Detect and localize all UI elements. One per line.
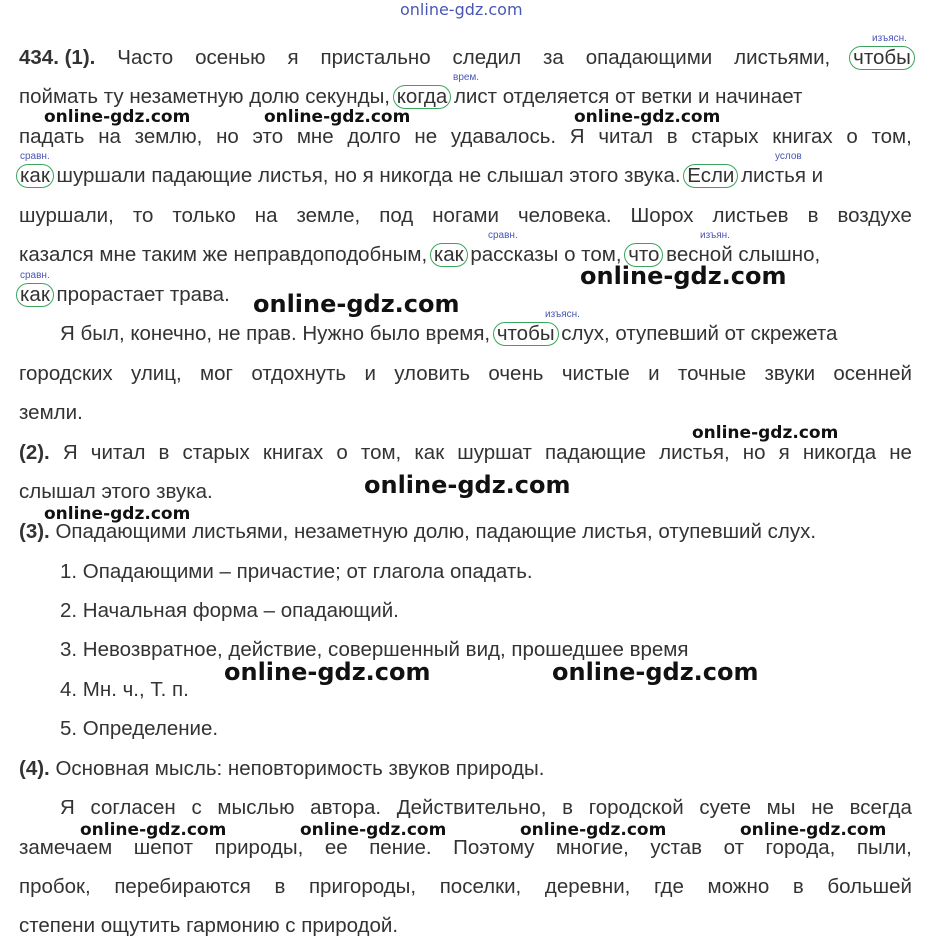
- word: листья,: [659, 441, 730, 464]
- word: о: [336, 441, 348, 464]
- word: очень: [488, 362, 544, 385]
- word: книгах: [262, 441, 324, 464]
- word: мыслью: [217, 796, 295, 819]
- p3-item-4: 4. Мн. ч., Т. п.: [60, 678, 189, 701]
- word: осенью: [195, 46, 266, 69]
- annotation: изъясн.: [545, 309, 580, 320]
- word: шепот: [133, 836, 194, 859]
- word: шуршат: [457, 441, 532, 464]
- word: деревни,: [544, 875, 631, 898]
- watermark: online-gdz.com: [552, 658, 759, 686]
- word: пригороды,: [308, 875, 417, 898]
- word: я: [778, 441, 790, 464]
- part-1-label: (1).: [64, 46, 96, 69]
- annotation: сравн.: [488, 230, 518, 241]
- word: земле,: [296, 204, 361, 227]
- watermark: online-gdz.com: [520, 820, 667, 840]
- word: перебираются: [114, 875, 251, 898]
- p3-item-3: 3. Невозвратное, действие, совершенный вид, прошедшее время: [60, 638, 689, 661]
- word: Я: [569, 125, 585, 148]
- p3-item-5: 5. Определение.: [60, 717, 219, 740]
- watermark: online-gdz.com: [300, 820, 447, 840]
- p4-line-1: (4). Основная мысль: неповторимость звуков природы.: [19, 757, 545, 780]
- word: согласен: [90, 796, 176, 819]
- p1-line-8: Я был, конечно, не прав. Нужно было время, чтобы слух, отупевший от скрежета: [60, 322, 838, 345]
- watermark: online-gdz.com: [224, 658, 431, 686]
- word: но: [742, 441, 766, 464]
- word: Я: [60, 796, 75, 819]
- word: отдохнуть: [251, 362, 347, 385]
- word: устав: [650, 836, 703, 859]
- word: за: [543, 46, 564, 69]
- p4-line-2: [60, 796, 912, 820]
- word: природы,: [214, 836, 304, 859]
- word: удавалось.: [450, 125, 557, 148]
- circled-conjunction: что: [624, 243, 663, 267]
- p1-line-3: [19, 125, 912, 149]
- watermark: online-gdz.com: [44, 504, 191, 524]
- exercise-number: 434.: [19, 46, 59, 69]
- word: где: [654, 875, 684, 898]
- word: в: [158, 441, 170, 464]
- word: том,: [871, 125, 912, 148]
- p4-line-5: степени ощутить гармонию с природой.: [19, 914, 399, 937]
- annotation: изъян.: [700, 230, 730, 241]
- word: в: [792, 875, 804, 898]
- watermark: online-gdz.com: [80, 820, 227, 840]
- word: городских: [19, 362, 113, 385]
- p1-line-7: как прорастает трава.: [19, 283, 230, 307]
- word: опадающими: [585, 46, 713, 69]
- word: от: [723, 836, 744, 859]
- circled-conjunction: чтобы: [849, 46, 915, 70]
- word: пыли,: [856, 836, 912, 859]
- p1-line-5: [19, 204, 912, 228]
- word: но: [216, 125, 239, 148]
- word: я: [287, 46, 299, 69]
- word: листьями,: [734, 46, 831, 69]
- word: чистые: [561, 362, 630, 385]
- word: мог: [200, 362, 234, 385]
- top-watermark: online-gdz.com: [400, 0, 523, 19]
- word: [19, 441, 50, 465]
- word: мы: [766, 796, 796, 819]
- word: о: [846, 125, 858, 148]
- annotation: сравн.: [20, 151, 50, 162]
- word: с: [191, 796, 202, 819]
- word: следил: [452, 46, 522, 69]
- word: пристально: [320, 46, 431, 69]
- word: звуки: [764, 362, 816, 385]
- word: точные: [677, 362, 747, 385]
- word: можно: [707, 875, 770, 898]
- word: читал: [90, 441, 146, 464]
- watermark: online-gdz.com: [253, 290, 460, 318]
- p1-line-4: как шуршали падающие листья, но я никогда не слышал этого звука. Если листья и: [19, 164, 823, 188]
- word: уловить: [394, 362, 471, 385]
- word: Я: [62, 441, 78, 464]
- watermark: online-gdz.com: [740, 820, 887, 840]
- word: в: [274, 875, 286, 898]
- word: падающие: [545, 441, 647, 464]
- word: на: [254, 204, 278, 227]
- word: автора.: [310, 796, 382, 819]
- annotation: изъясн.: [872, 33, 907, 44]
- watermark: online-gdz.com: [44, 107, 191, 127]
- word: Шорох: [630, 204, 694, 227]
- word: мне: [296, 125, 334, 148]
- p3-item-2: 2. Начальная форма – опадающий.: [60, 599, 399, 622]
- watermark: online-gdz.com: [692, 423, 839, 443]
- watermark: online-gdz.com: [364, 471, 571, 499]
- word: старых: [182, 441, 250, 464]
- part-4-label: (4).: [19, 757, 50, 780]
- part-3-label: (3).: [19, 520, 50, 543]
- word: большей: [827, 875, 912, 898]
- p1-line-1: [19, 46, 912, 70]
- word: том,: [360, 441, 402, 464]
- word: города,: [765, 836, 836, 859]
- word: улиц,: [131, 362, 182, 385]
- word: долго: [347, 125, 401, 148]
- word: не: [889, 441, 912, 464]
- annotation: сравн.: [20, 270, 50, 281]
- word: книгах: [772, 125, 833, 148]
- p1-line-10: земли.: [19, 401, 83, 424]
- word: многие,: [555, 836, 629, 859]
- word: человека.: [517, 204, 612, 227]
- word: только: [172, 204, 236, 227]
- annotation: врем.: [453, 72, 480, 83]
- word: всегда: [849, 796, 912, 819]
- word: ногами: [432, 204, 499, 227]
- circled-conjunction: как: [16, 164, 54, 188]
- word: читал: [598, 125, 653, 148]
- word: замечаем: [19, 836, 113, 859]
- p2-line-2: слышал этого звука.: [19, 480, 213, 503]
- circled-conjunction: как: [16, 283, 54, 307]
- word: никогда: [802, 441, 877, 464]
- word: и: [364, 362, 376, 385]
- p4-line-4: [19, 875, 912, 899]
- word: то: [132, 204, 154, 227]
- circled-conjunction: чтобы: [493, 322, 559, 346]
- word: Часто: [117, 46, 174, 69]
- word: землю,: [134, 125, 203, 148]
- word: не: [811, 796, 834, 819]
- word: ее: [324, 836, 348, 859]
- circled-conjunction: когда: [393, 85, 452, 109]
- watermark: online-gdz.com: [574, 107, 721, 127]
- word: старых: [691, 125, 759, 148]
- word: в: [666, 125, 678, 148]
- watermark: online-gdz.com: [580, 262, 787, 290]
- part-2-label: (2).: [19, 441, 50, 464]
- word: Действительно,: [396, 796, 547, 819]
- word: поселки,: [439, 875, 522, 898]
- word: пение.: [369, 836, 432, 859]
- word: [19, 46, 95, 70]
- word: падать: [19, 125, 85, 148]
- word: в: [562, 796, 573, 819]
- word: и: [648, 362, 660, 385]
- word: пробок,: [19, 875, 91, 898]
- word: воздухе: [837, 204, 912, 227]
- word: суете: [699, 796, 751, 819]
- word: Поэтому: [453, 836, 535, 859]
- word: под: [379, 204, 414, 227]
- word: осенней: [833, 362, 912, 385]
- p2-line-1: [19, 441, 912, 465]
- p1-line-2: поймать ту незаметную долю секунды, когда лист отделяется от ветки и начинает: [19, 85, 803, 108]
- p3-item-1: 1. Опадающими – причастие; от глагола опадать.: [60, 560, 533, 583]
- circled-conjunction: Если: [683, 164, 738, 188]
- word: в: [807, 204, 819, 227]
- p1-line-9: [19, 362, 912, 386]
- word: как: [414, 441, 445, 464]
- word: шуршали,: [19, 204, 114, 227]
- circled-conjunction: как: [430, 243, 468, 267]
- word: городской: [588, 796, 684, 819]
- watermark: online-gdz.com: [264, 107, 411, 127]
- annotation: услов: [775, 151, 802, 162]
- word: это: [252, 125, 284, 148]
- word: листьев: [712, 204, 789, 227]
- word: не: [414, 125, 438, 148]
- p1-line-6: казался мне таким же неправдоподобным, как рассказы о том, что весной слышно,: [19, 243, 821, 266]
- p3-line-1: (3). Опадающими листьями, незаметную долю, падающие листья, отупевший слух.: [19, 520, 817, 543]
- word: на: [98, 125, 121, 148]
